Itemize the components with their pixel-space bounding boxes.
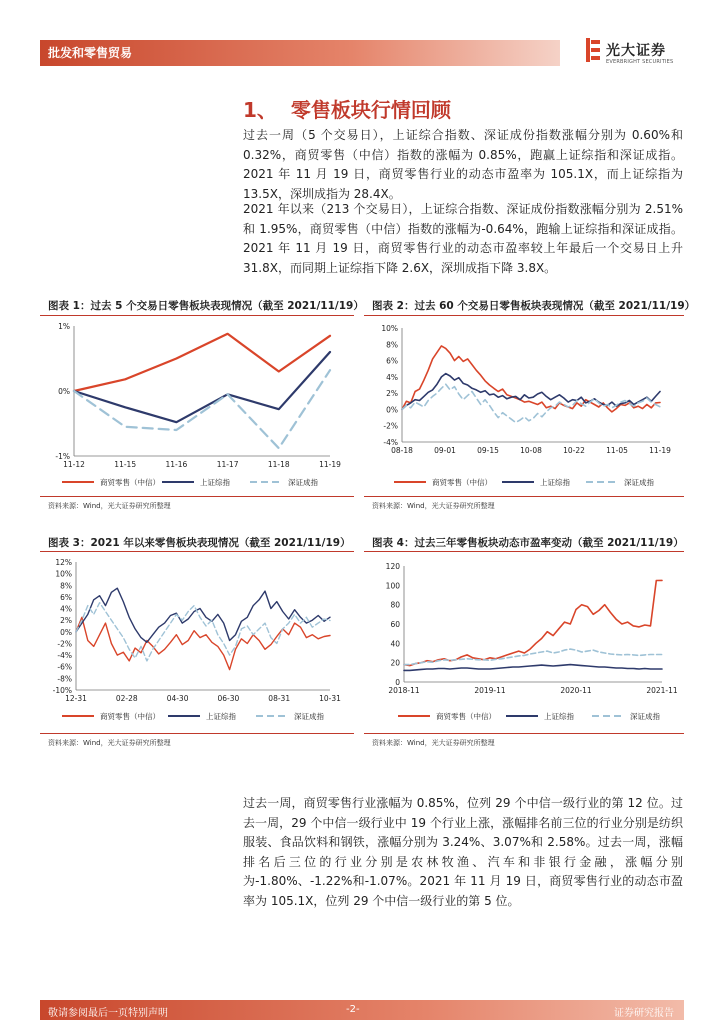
chart3-ytick: -10% [52,686,72,695]
paragraph-industry-ranking: 过去一周，商贸零售行业涨幅为 0.85%，位列 29 个中信一级行业的第 12 位。过去一周，29 个中信一级行业中 19 个行业上涨，涨幅排名前三位的行业分别是纺织服装、食品饮料和钢铁，涨幅分别为 3.24%、3.07%和 2.58%。过去一周，涨幅排名后三位的行业分别是农林牧渔、汽车和非银行金融，涨幅分别为-1.80%、-1.22%和-1.07%。2021 年 11 月 19 日，商贸零售行业的动态市盈率为 105.1X，位列 29 个中信一级行业的第 5 位。 [243,796,683,908]
paragraph-ytd: 2021 年以来（213 个交易日），上证综合指数、深证成份指数涨幅分别为 2.51%和 1.95%，商贸零售（中信）指数的涨幅为-0.64%，跑输上证综指和深证成指。2021 年 11 月 19 日，商贸零售行业的动态市盈率较上年最后一个交易日上升 31.8X，而同期上证综指下降 2.6X，深圳成指下降 3.8X。 [243,202,683,275]
chart2-xtick: 10-22 [563,446,585,455]
chart2-series-1 [402,374,660,410]
chart4-legend-label: 深证成指 [630,712,660,721]
chart1-legend-label: 深证成指 [288,478,318,487]
chart3-ytick: -2% [57,639,72,649]
chart2-xtick: 10-08 [520,446,542,455]
chart1-ytick: 0% [58,387,70,396]
chart1-bottom-rule [40,496,354,497]
chart3-ytick: 2% [60,616,72,626]
section-number: 1、 [243,98,277,122]
chart1-legend-label: 商贸零售（中信） [100,478,160,487]
chart2-ytick: 4% [386,372,398,382]
chart4-ytick: 80 [390,600,400,610]
chart1-xtick: 11-18 [267,460,290,469]
chart2-title: 图表 2：过去 60 个交易日零售板块表现情况（截至 2021/11/19） [372,300,696,312]
chart3-legend-label: 上证综指 [206,712,236,721]
chart3-bottom-rule [40,733,354,734]
chart3-series-2 [76,603,330,661]
chart4-bottom-rule [364,733,684,734]
chart4 [364,552,684,730]
chart3-legend-label: 深证成指 [294,712,324,721]
chart3-legend-label: 商贸零售（中信） [100,712,160,721]
chart2-ytick: -4% [383,438,398,447]
chart4-legend-label: 上证综指 [544,712,574,721]
chart4-source: 资料来源：Wind，光大证券研究所整理 [372,739,495,747]
chart4-title: 图表 4：过去三年零售板块动态市盈率变动（截至 2021/11/19） [372,537,684,549]
chart1-legend-label: 上证综指 [200,478,230,487]
chart3-xtick: 12-31 [65,694,87,703]
chart4-legend-label: 商贸零售（中信） [436,712,496,721]
chart3-ytick: -6% [57,662,72,672]
chart1-xtick: 11-19 [319,460,341,469]
brand-mark-icon [586,38,600,62]
chart2-legend-label: 深证成指 [624,478,654,487]
section-title [243,94,451,123]
header-section-label: 批发和零售贸易 [48,46,133,60]
chart4-ytick: 100 [385,581,400,591]
chart3-xtick: 08-31 [268,694,291,703]
chart2-xtick: 11-19 [649,446,671,455]
chart3-ytick: -8% [57,674,72,684]
chart1-xtick: 11-17 [216,460,239,469]
chart4-ytick: 60 [390,620,400,629]
paragraph-weekly: 过去一周（5 个交易日），上证综合指数、深证成份指数涨幅分别为 0.60%和 0.32%，商贸零售（中信）指数的涨幅为 0.85%，跑赢上证综指和深证成指。2021 年 11 月 19 日，商贸零售行业的动态市盈率为 105.1X，而上证综指为 13.5X，深圳成指为 28.4X。 [243,128,683,201]
brand-logo [586,38,686,70]
section-title-text: 零售板块行情回顾 [290,98,451,122]
chart4-ytick: 120 [385,562,400,571]
chart1-source: 资料来源：Wind，光大证券研究所整理 [48,502,171,510]
brand-name-en: EVERBRIGHT SECURITIES [606,59,674,65]
chart2-xtick: 09-01 [434,446,456,455]
chart2-xtick: 09-15 [477,446,499,455]
chart1-ytick: 1% [58,322,70,331]
chart2-legend-label: 上证综指 [540,478,570,487]
chart1-xtick: 11-15 [114,460,137,469]
chart2-source: 资料来源：Wind，光大证券研究所整理 [372,502,495,510]
chart2-xtick: 11-05 [606,446,628,455]
chart1-xtick: 11-12 [63,460,85,469]
chart3-xtick: 02-28 [115,694,138,703]
brand-name-cn: 光大证券 [606,43,666,59]
footer-disclaimer: 敬请参阅最后一页特别声明 [48,1008,168,1019]
chart2 [364,316,684,494]
chart3-xtick: 04-30 [166,694,189,703]
chart2-ytick: -2% [383,421,398,431]
chart4-xtick: 2019-11 [474,686,506,695]
chart2-ytick: 8% [386,340,398,350]
chart2-xtick: 08-18 [391,446,413,455]
chart4-xtick: 2018-11 [388,686,420,695]
chart3-ytick: 12% [55,558,72,567]
chart2-legend-label: 商贸零售（中信） [432,478,492,487]
chart3-ytick: 10% [55,569,72,579]
footer-page-number: -2- [346,1004,360,1015]
chart3-source: 资料来源：Wind，光大证券研究所整理 [48,739,171,747]
chart3-ytick: 4% [60,604,72,614]
chart4-ytick: 0 [395,678,400,687]
chart3 [40,552,354,730]
chart2-ytick: 2% [386,389,398,399]
chart4-series-2 [404,649,662,665]
chart1-title: 图表 1：过去 5 个交易日零售板块表现情况（截至 2021/11/19） [48,300,364,312]
chart2-ytick: 10% [381,324,398,333]
chart3-series-1 [76,588,330,642]
chart1 [40,316,354,494]
chart3-xtick: 10-31 [319,694,341,703]
chart4-series-1 [404,665,662,671]
chart3-series-0 [76,617,330,669]
chart2-ytick: 6% [386,356,398,366]
footer-report-type: 证券研究报告 [614,1008,674,1019]
chart4-xtick: 2020-11 [560,686,592,695]
chart1-xtick: 11-16 [165,460,188,469]
chart3-ytick: 8% [60,581,72,591]
chart1-series-0 [74,334,330,391]
chart2-bottom-rule [364,496,684,497]
chart3-ytick: 6% [60,592,72,602]
chart3-ytick: 0% [60,627,72,637]
chart4-xtick: 2021-11 [646,686,678,695]
chart3-ytick: -4% [57,651,72,661]
chart3-xtick: 06-30 [217,694,240,703]
chart4-ytick: 20 [390,658,400,668]
chart3-title: 图表 3：2021 年以来零售板块表现情况（截至 2021/11/19） [48,537,351,549]
chart1-ytick: -1% [55,452,70,461]
chart4-ytick: 40 [390,639,400,649]
chart2-ytick: 0% [386,405,398,415]
